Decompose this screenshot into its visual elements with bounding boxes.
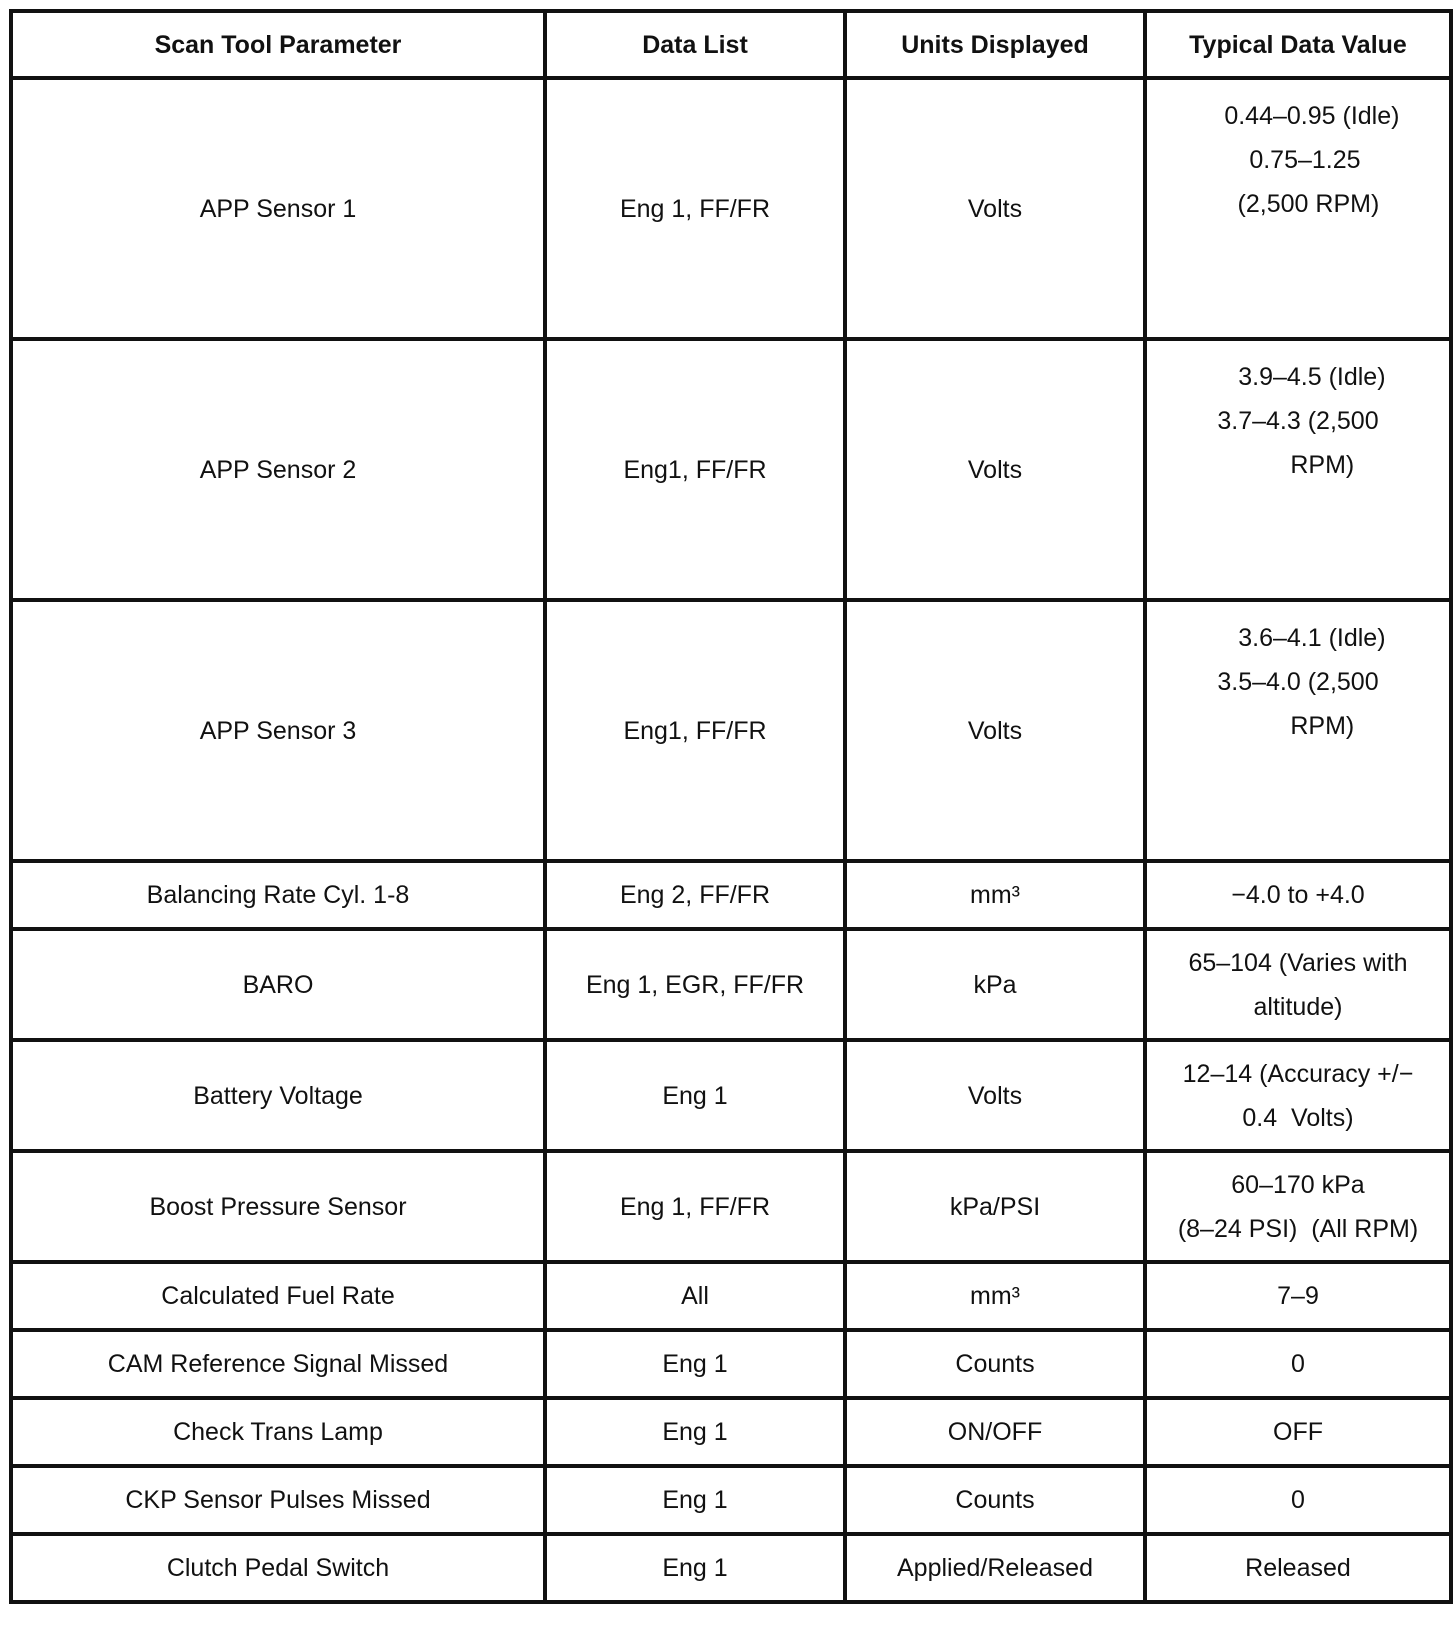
cell-units: kPa [845, 929, 1145, 1040]
cell-typical-value [1145, 1262, 1451, 1330]
cell-data-list: Eng1, FF/FR [545, 339, 845, 600]
cell-data-list: Eng 1, FF/FR [545, 1151, 845, 1262]
cell-parameter: Check Trans Lamp [11, 1398, 545, 1466]
header-data-list: Data List [545, 11, 845, 78]
typical-value-line: 0.75–1.25 [1235, 146, 1361, 174]
cell-typical-value [1145, 1330, 1451, 1398]
cell-typical-value [1145, 1466, 1451, 1534]
typical-value-line: altitude) [1253, 992, 1343, 1021]
table-row [11, 1262, 1451, 1330]
table-row [11, 78, 1451, 339]
cell-data-list: Eng 1, FF/FR [545, 78, 845, 339]
cell-units: Volts [845, 600, 1145, 861]
cell-units: mm³ [845, 861, 1145, 929]
table-row [11, 1330, 1451, 1398]
cell-data-list: Eng 1 [545, 1466, 845, 1534]
table-row [11, 929, 1451, 1040]
cell-typical-value [1145, 1398, 1451, 1466]
cell-typical-value [1145, 929, 1451, 1040]
cell-units: Volts [845, 1040, 1145, 1151]
table-row [11, 339, 1451, 600]
table-row [11, 1398, 1451, 1466]
table-row [11, 1040, 1451, 1151]
header-scan-tool-parameter: Scan Tool Parameter [11, 11, 545, 78]
typical-value-line: OFF [1273, 1418, 1323, 1446]
cell-parameter: Battery Voltage [11, 1040, 545, 1151]
typical-value-line: (8–24 PSI) (All RPM) [1177, 1214, 1419, 1243]
cell-units: kPa/PSI [845, 1151, 1145, 1262]
typical-value-line: −4.0 to +4.0 [1231, 881, 1365, 909]
table-row [11, 861, 1451, 929]
typical-value-line: (2,500 RPM) [1216, 190, 1380, 218]
typical-value-line: 3.9–4.5 (Idle) [1210, 363, 1386, 391]
cell-parameter: Boost Pressure Sensor [11, 1151, 545, 1262]
cell-typical-value [1145, 600, 1451, 861]
header-units-displayed: Units Displayed [845, 11, 1145, 78]
cell-typical-value [1145, 1040, 1451, 1151]
typical-value-line: 0 [1291, 1486, 1305, 1514]
cell-data-list: All [545, 1262, 845, 1330]
typical-value-line: 60–170 kPa [1231, 1170, 1365, 1199]
table-row [11, 1151, 1451, 1262]
typical-value-line: RPM) [1241, 712, 1355, 740]
cell-units: Volts [845, 78, 1145, 339]
cell-data-list: Eng 1 [545, 1330, 845, 1398]
table-header-row [11, 11, 1451, 78]
cell-parameter: Calculated Fuel Rate [11, 1262, 545, 1330]
typical-value-line: Released [1245, 1554, 1351, 1582]
cell-data-list: Eng 2, FF/FR [545, 861, 845, 929]
typical-value-line: 12–14 (Accuracy +/− [1182, 1059, 1414, 1088]
table-row [11, 1534, 1451, 1602]
cell-units: Counts [845, 1330, 1145, 1398]
cell-units: Volts [845, 339, 1145, 600]
cell-units: Counts [845, 1466, 1145, 1534]
typical-value-line: 0 [1291, 1350, 1305, 1378]
typical-value-line: 7–9 [1277, 1282, 1319, 1310]
cell-parameter: CAM Reference Signal Missed [11, 1330, 545, 1398]
cell-parameter: APP Sensor 1 [11, 78, 545, 339]
typical-value-line: 0.4 Volts) [1242, 1103, 1354, 1132]
typical-value-line: 3.5–4.0 (2,500 [1217, 668, 1379, 696]
cell-parameter: CKP Sensor Pulses Missed [11, 1466, 545, 1534]
typical-value-line: 65–104 (Varies with [1188, 948, 1408, 977]
typical-value-line: 3.6–4.1 (Idle) [1210, 624, 1386, 652]
cell-typical-value [1145, 1534, 1451, 1602]
cell-units: Applied/Released [845, 1534, 1145, 1602]
cell-data-list: Eng1, FF/FR [545, 600, 845, 861]
cell-data-list: Eng 1 [545, 1534, 845, 1602]
cell-typical-value [1145, 861, 1451, 929]
typical-value-line: RPM) [1241, 451, 1355, 479]
cell-typical-value [1145, 78, 1451, 339]
cell-parameter: Balancing Rate Cyl. 1-8 [11, 861, 545, 929]
table-row [11, 600, 1451, 861]
cell-parameter: Clutch Pedal Switch [11, 1534, 545, 1602]
cell-parameter: BARO [11, 929, 545, 1040]
cell-parameter: APP Sensor 3 [11, 600, 545, 861]
header-typical-data-value: Typical Data Value [1145, 11, 1451, 78]
cell-data-list: Eng 1, EGR, FF/FR [545, 929, 845, 1040]
scan-tool-data-table [9, 9, 1453, 1604]
cell-data-list: Eng 1 [545, 1040, 845, 1151]
typical-value-line: 3.7–4.3 (2,500 [1217, 407, 1379, 435]
cell-typical-value [1145, 339, 1451, 600]
cell-units: ON/OFF [845, 1398, 1145, 1466]
typical-value-line: 0.44–0.95 (Idle) [1196, 102, 1400, 130]
cell-parameter: APP Sensor 2 [11, 339, 545, 600]
table-row [11, 1466, 1451, 1534]
cell-data-list: Eng 1 [545, 1398, 845, 1466]
cell-units: mm³ [845, 1262, 1145, 1330]
cell-typical-value [1145, 1151, 1451, 1262]
